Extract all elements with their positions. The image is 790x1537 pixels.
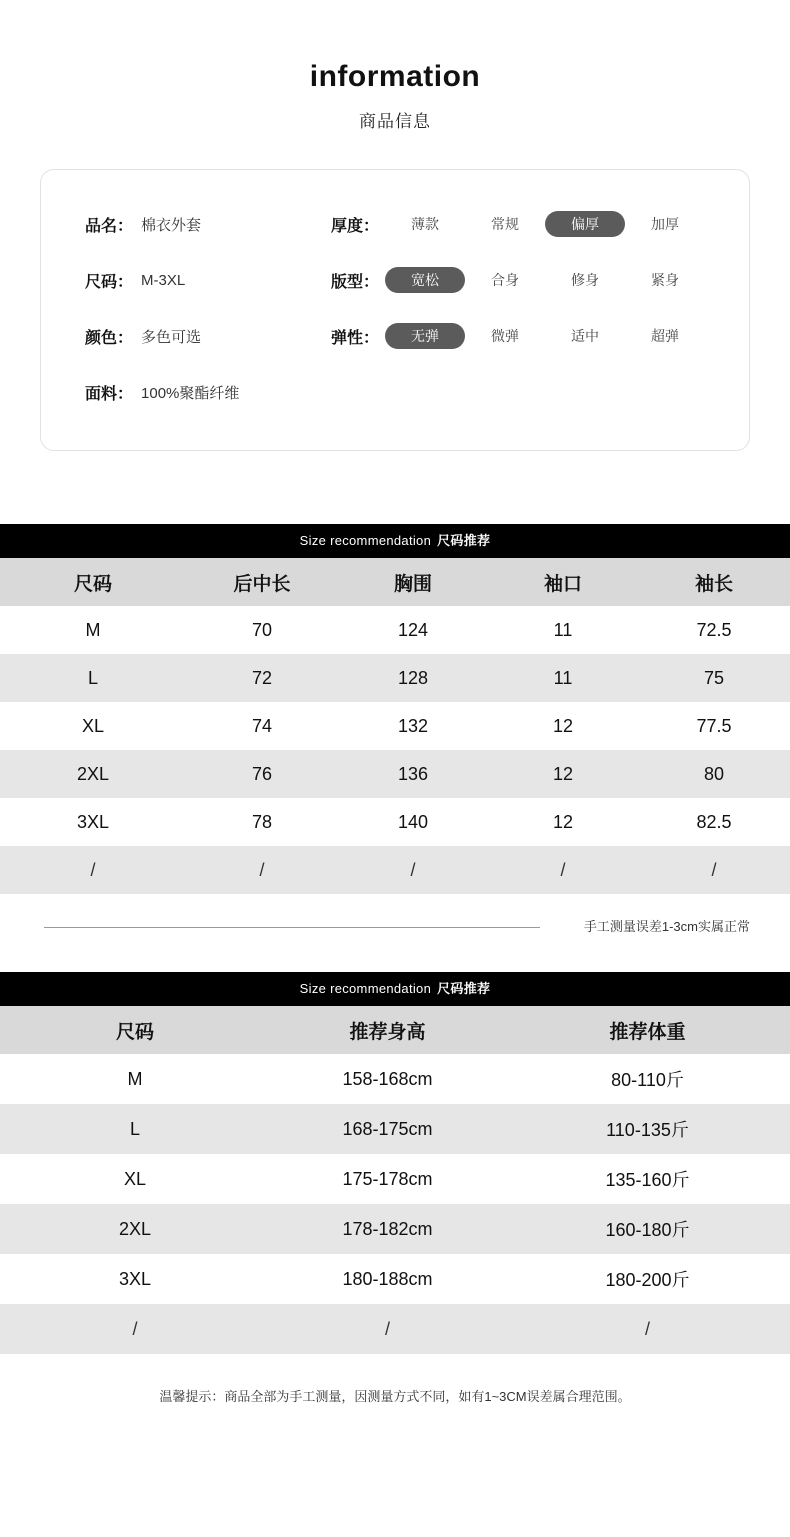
footer-note: 温馨提示：商品全部为手工测量，因测量方式不同，如有1~3CM误差属合理范围。 (159, 1389, 631, 1404)
table-row (0, 798, 790, 846)
table-cell: 3XL (0, 798, 186, 846)
table-cell: 160-180斤 (505, 1204, 790, 1254)
table-cell: / (638, 846, 790, 894)
measurements-table (0, 558, 790, 894)
table-header-row (0, 1006, 790, 1054)
info-field-fabric (85, 381, 345, 404)
table-header-cell: 推荐体重 (505, 1006, 790, 1054)
table-cell: 2XL (0, 1204, 270, 1254)
product-info-card (40, 169, 750, 451)
info-label: 厚度： (330, 217, 379, 235)
table-cell: 135-160斤 (505, 1154, 790, 1204)
table-cell: M (0, 606, 186, 654)
table-cell: 158-168cm (270, 1054, 505, 1104)
info-row (41, 308, 749, 364)
table-cell: / (505, 1304, 790, 1354)
table-header-cell: 袖口 (488, 558, 638, 606)
table-cell: 140 (338, 798, 488, 846)
table-cell: 2XL (0, 750, 186, 798)
height-weight-table (0, 1006, 790, 1354)
table-cell: 70 (186, 606, 338, 654)
table-row (0, 702, 790, 750)
table-cell: 178-182cm (270, 1204, 505, 1254)
table-cell: L (0, 1104, 270, 1154)
table-cell: 12 (488, 702, 638, 750)
table-row (0, 1254, 790, 1304)
info-row (41, 252, 749, 308)
option-group (385, 267, 705, 293)
table-cell: 132 (338, 702, 488, 750)
table-cell: 11 (488, 606, 638, 654)
info-value: 多色可选 (141, 328, 202, 346)
table-cell: / (488, 846, 638, 894)
table-cell: 82.5 (638, 798, 790, 846)
table-cell: 128 (338, 654, 488, 702)
page-header (0, 0, 790, 132)
info-label: 颜色： (85, 329, 134, 347)
table-cell: 180-188cm (270, 1254, 505, 1304)
table-header-cell: 推荐身高 (270, 1006, 505, 1054)
option-group (385, 211, 705, 237)
measurement-note: 手工测量误差1-3cm实属正常 (576, 919, 750, 934)
option-chip[interactable]: 常规 (491, 216, 519, 232)
table-cell: 74 (186, 702, 338, 750)
info-label: 品名： (85, 217, 134, 235)
table-header-cell: 尺码 (0, 1006, 270, 1054)
table-row (0, 1104, 790, 1154)
page-title: information (309, 60, 481, 93)
table-cell: 75 (638, 654, 790, 702)
table-cell: 12 (488, 750, 638, 798)
table-row (0, 1304, 790, 1354)
option-chip-selected[interactable]: 无弹 (385, 323, 465, 349)
table-cell: L (0, 654, 186, 702)
info-row (41, 196, 749, 252)
info-field-thickness (331, 211, 705, 237)
table-cell: 80-110斤 (505, 1054, 790, 1104)
table-cell: 78 (186, 798, 338, 846)
table-cell: / (186, 846, 338, 894)
option-chip[interactable]: 紧身 (651, 272, 679, 288)
option-group (385, 323, 705, 349)
info-label: 版型： (330, 273, 379, 291)
table-cell: 12 (488, 798, 638, 846)
option-chip[interactable]: 适中 (571, 328, 599, 344)
table-cell: 80 (638, 750, 790, 798)
option-chip[interactable]: 修身 (571, 272, 599, 288)
table-row (0, 846, 790, 894)
size-recommendation-band (0, 524, 790, 558)
table-row (0, 1154, 790, 1204)
info-value: 100%聚酯纤维 (141, 384, 240, 402)
option-chip[interactable]: 超弹 (651, 328, 679, 344)
table-cell: M (0, 1054, 270, 1104)
info-field-elasticity (331, 323, 705, 349)
option-chip-selected[interactable]: 宽松 (385, 267, 465, 293)
info-field-fit (331, 267, 705, 293)
divider (44, 927, 540, 928)
table-cell: 11 (488, 654, 638, 702)
table-header-cell: 后中长 (186, 558, 338, 606)
table-header-cell: 袖长 (638, 558, 790, 606)
table-header-row (0, 558, 790, 606)
size-recommendation-band-1-wrap (0, 524, 790, 558)
band-title-en: Size recommendation (299, 981, 432, 996)
info-field-size (85, 269, 331, 292)
table-row (0, 1054, 790, 1104)
option-chip[interactable]: 薄款 (411, 216, 439, 232)
table-cell: 72.5 (638, 606, 790, 654)
table-cell: 3XL (0, 1254, 270, 1304)
table-cell: 175-178cm (270, 1154, 505, 1204)
info-row (41, 364, 749, 420)
table-cell: 124 (338, 606, 488, 654)
table-cell: / (0, 1304, 270, 1354)
info-value: 棉衣外套 (141, 216, 202, 234)
table-header-cell: 胸围 (338, 558, 488, 606)
table-cell: / (0, 846, 186, 894)
table-cell: / (270, 1304, 505, 1354)
table-cell: 136 (338, 750, 488, 798)
table-row (0, 606, 790, 654)
measurement-note-row (0, 916, 790, 938)
table-row (0, 654, 790, 702)
info-field-name (85, 213, 331, 236)
table-cell: 72 (186, 654, 338, 702)
table-cell: 76 (186, 750, 338, 798)
table-cell: 168-175cm (270, 1104, 505, 1154)
info-value: M-3XL (141, 271, 186, 289)
info-label: 尺码： (85, 273, 134, 291)
option-chip[interactable]: 微弹 (491, 328, 519, 344)
table-cell: 180-200斤 (505, 1254, 790, 1304)
table-cell: XL (0, 702, 186, 750)
info-label: 面料： (85, 385, 134, 403)
table-row (0, 750, 790, 798)
table-cell: XL (0, 1154, 270, 1204)
info-label: 弹性： (330, 329, 379, 347)
table-cell: 77.5 (638, 702, 790, 750)
band-title-en: Size recommendation (299, 533, 432, 548)
size-recommendation-band (0, 972, 790, 1006)
option-chip[interactable]: 加厚 (651, 216, 679, 232)
option-chip[interactable]: 合身 (491, 272, 519, 288)
info-field-color (85, 325, 331, 348)
size-recommendation-band-2-wrap (0, 972, 790, 1006)
band-title-cn: 尺码推荐 (437, 981, 491, 996)
option-chip-selected[interactable]: 偏厚 (545, 211, 625, 237)
table-header-cell: 尺码 (0, 558, 186, 606)
table-cell: / (338, 846, 488, 894)
page-subtitle: 商品信息 (359, 112, 431, 131)
band-title-cn: 尺码推荐 (437, 533, 491, 548)
table-cell: 110-135斤 (505, 1104, 790, 1154)
table-row (0, 1204, 790, 1254)
